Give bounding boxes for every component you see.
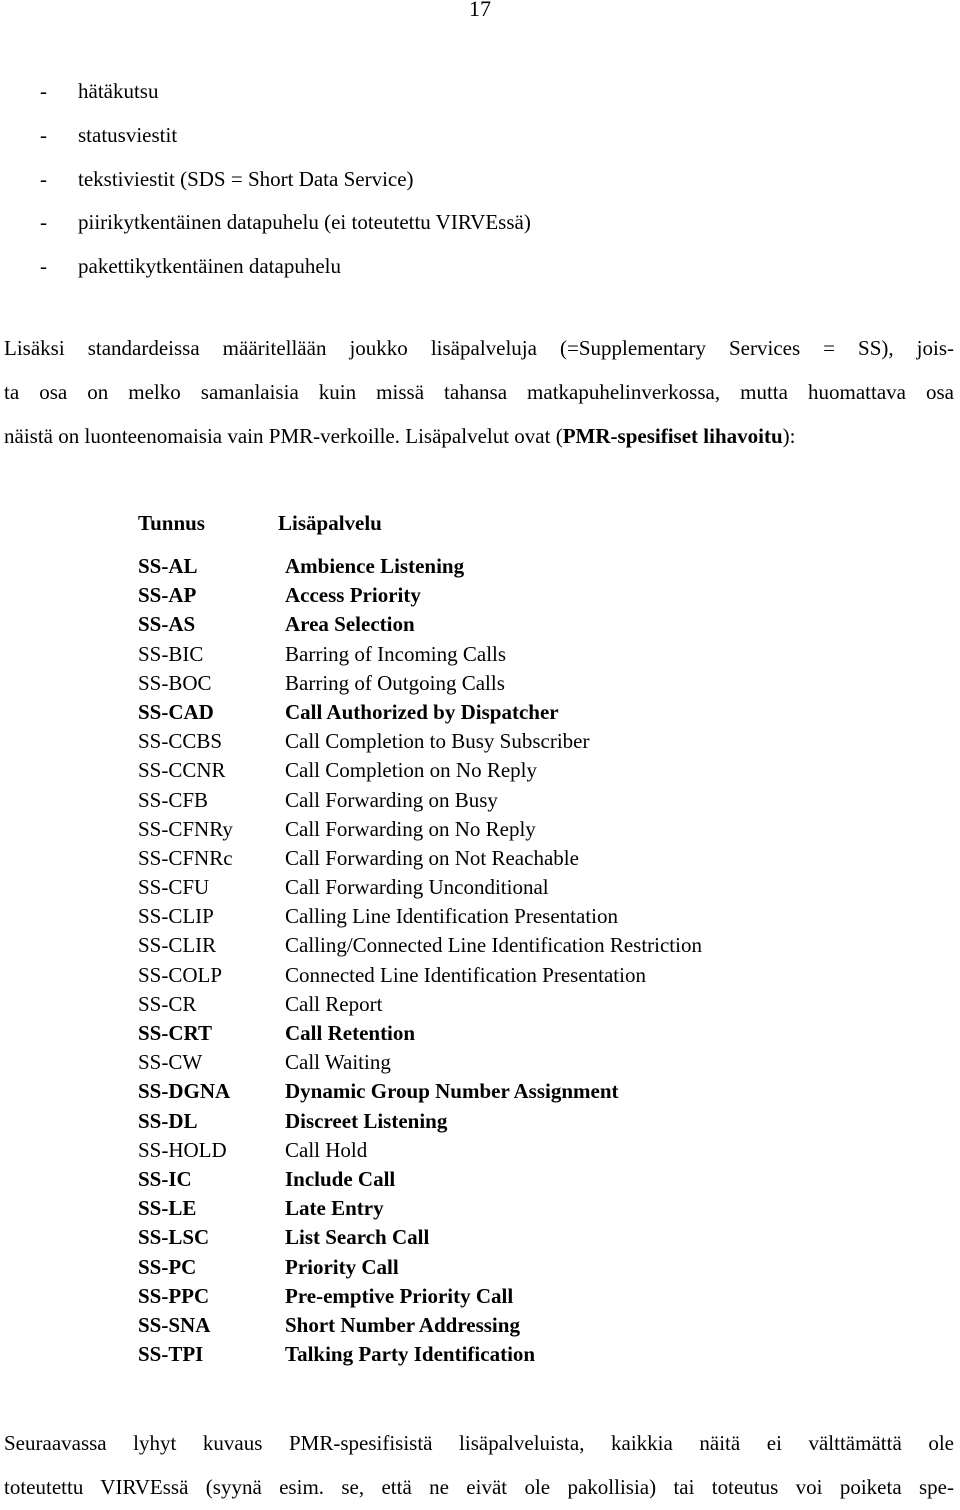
service-name: Call Waiting — [285, 1050, 391, 1075]
service-code: SS-CFB — [138, 787, 209, 812]
service-code: SS-BIC — [138, 641, 204, 666]
service-code: SS-CFNRc — [138, 845, 233, 870]
service-name: Late Entry — [285, 1196, 384, 1221]
service-code: SS-DL — [138, 1108, 198, 1133]
list-item-text: pakettikytkentäinen datapuhelu — [78, 254, 341, 278]
service-code: SS-LSC — [138, 1225, 210, 1250]
service-code: SS-COLP — [138, 962, 223, 987]
service-name: Barring of Outgoing Calls — [285, 670, 505, 695]
outro-line: toteutettu VIRVEssä (syynä esim. se, että ne eivät ole pakollisia) tai toteutus voi poiketa spe- — [4, 1474, 954, 1499]
service-code: SS-CCBS — [138, 729, 223, 754]
service-code: SS-CRT — [138, 1021, 212, 1045]
service-name: Connected Line Identification Presentation — [285, 962, 646, 987]
intro-line: ta osa on melko samanlaisia kuin missä tahansa matkapuhelinverkossa, mutta huomattava osa — [4, 379, 954, 404]
outro-line: Seuraavassa lyhyt kuvaus PMR-spesifisistä lisäpalveluista, kaikkia näitä ei välttämättä ole — [4, 1431, 954, 1455]
outro-paragraph — [4, 1422, 954, 1510]
service-bullet-list — [40, 70, 531, 289]
service-code: SS-CFNRy — [138, 816, 233, 841]
list-item — [40, 70, 531, 114]
list-item-text: hätäkutsu — [78, 79, 159, 103]
service-code: SS-PC — [138, 1254, 197, 1279]
service-code: SS-CR — [138, 991, 197, 1016]
service-code: SS-LE — [138, 1196, 197, 1221]
service-name: Calling/Connected Line Identification Restriction — [285, 933, 702, 958]
intro-paragraph — [4, 327, 954, 458]
service-name: Ambience Listening — [285, 554, 465, 578]
service-name: Call Forwarding on Busy — [285, 787, 498, 812]
service-code: SS-HOLD — [138, 1137, 227, 1162]
service-name: Discreet Listening — [285, 1108, 448, 1133]
service-name: Call Report — [285, 991, 383, 1016]
list-item — [40, 158, 531, 202]
intro-text: näistä on luonteenomaisia vain PMR-verkoille. Lisäpalvelut ovat ( — [4, 423, 563, 448]
service-name: Short Number Addressing — [285, 1312, 520, 1337]
service-code: SS-CCNR — [138, 758, 226, 783]
table-header — [138, 508, 382, 538]
list-item — [40, 201, 531, 245]
page-number: 17 — [469, 0, 491, 21]
bullet-marker: - — [40, 210, 47, 235]
list-item — [40, 114, 531, 158]
service-name: Call Forwarding on Not Reachable — [285, 845, 579, 870]
service-code: SS-AS — [138, 612, 196, 637]
service-code: SS-DGNA — [138, 1079, 231, 1104]
service-code: SS-CW — [138, 1050, 203, 1075]
list-item-text: statusviestit — [78, 122, 178, 147]
service-code: SS-IC — [138, 1166, 192, 1191]
service-name: Barring of Incoming Calls — [285, 641, 507, 666]
service-name: Call Retention — [285, 1021, 416, 1045]
service-code: SS-CLIP — [138, 904, 214, 929]
service-name: Access Priority — [285, 583, 421, 608]
list-item — [40, 245, 531, 289]
service-name: Area Selection — [285, 612, 415, 637]
bullet-marker: - — [40, 122, 47, 147]
service-name: Include Call — [285, 1166, 396, 1191]
column-header-code: Tunnus — [138, 511, 205, 535]
intro-line: Lisäksi standardeissa määritellään joukko lisäpalveluja (=Supplementary Services = SS), jois- — [4, 336, 954, 360]
service-code: SS-PPC — [138, 1283, 210, 1308]
intro-text: ): — [782, 423, 796, 448]
service-name: Call Completion to Busy Subscriber — [285, 729, 590, 754]
service-name: Call Authorized by Dispatcher — [285, 699, 559, 724]
service-name: Call Hold — [285, 1137, 368, 1162]
bullet-marker: - — [40, 254, 47, 278]
service-name: Pre-emptive Priority Call — [285, 1283, 514, 1308]
service-code: SS-BOC — [138, 670, 212, 695]
bullet-marker: - — [40, 79, 47, 103]
service-code: SS-CFU — [138, 875, 210, 900]
list-item-text: tekstiviestit (SDS = Short Data Service) — [78, 166, 414, 191]
intro-line — [4, 415, 954, 459]
service-name: Priority Call — [285, 1254, 399, 1279]
service-name: Call Forwarding Unconditional — [285, 875, 549, 900]
service-code: SS-AP — [138, 583, 197, 608]
intro-bold-text: PMR-spesifiset lihavoitu — [562, 423, 783, 448]
service-code: SS-AL — [138, 554, 198, 578]
column-header-service: Lisäpalvelu — [278, 511, 382, 535]
list-item-text: piirikytkentäinen datapuhelu (ei toteutettu VIRVEssä) — [78, 210, 531, 235]
service-name: Call Completion on No Reply — [285, 758, 537, 783]
service-name: List Search Call — [285, 1225, 430, 1250]
service-name: Talking Party Identification — [285, 1342, 536, 1367]
service-code: SS-TPI — [138, 1342, 204, 1367]
service-name: Calling Line Identification Presentation — [285, 904, 618, 929]
service-name: Dynamic Group Number Assignment — [285, 1079, 619, 1104]
service-code: SS-CLIR — [138, 933, 217, 958]
service-code: SS-CAD — [138, 699, 214, 724]
service-name: Call Forwarding on No Reply — [285, 816, 536, 841]
service-code: SS-SNA — [138, 1312, 211, 1337]
bullet-marker: - — [40, 166, 47, 191]
